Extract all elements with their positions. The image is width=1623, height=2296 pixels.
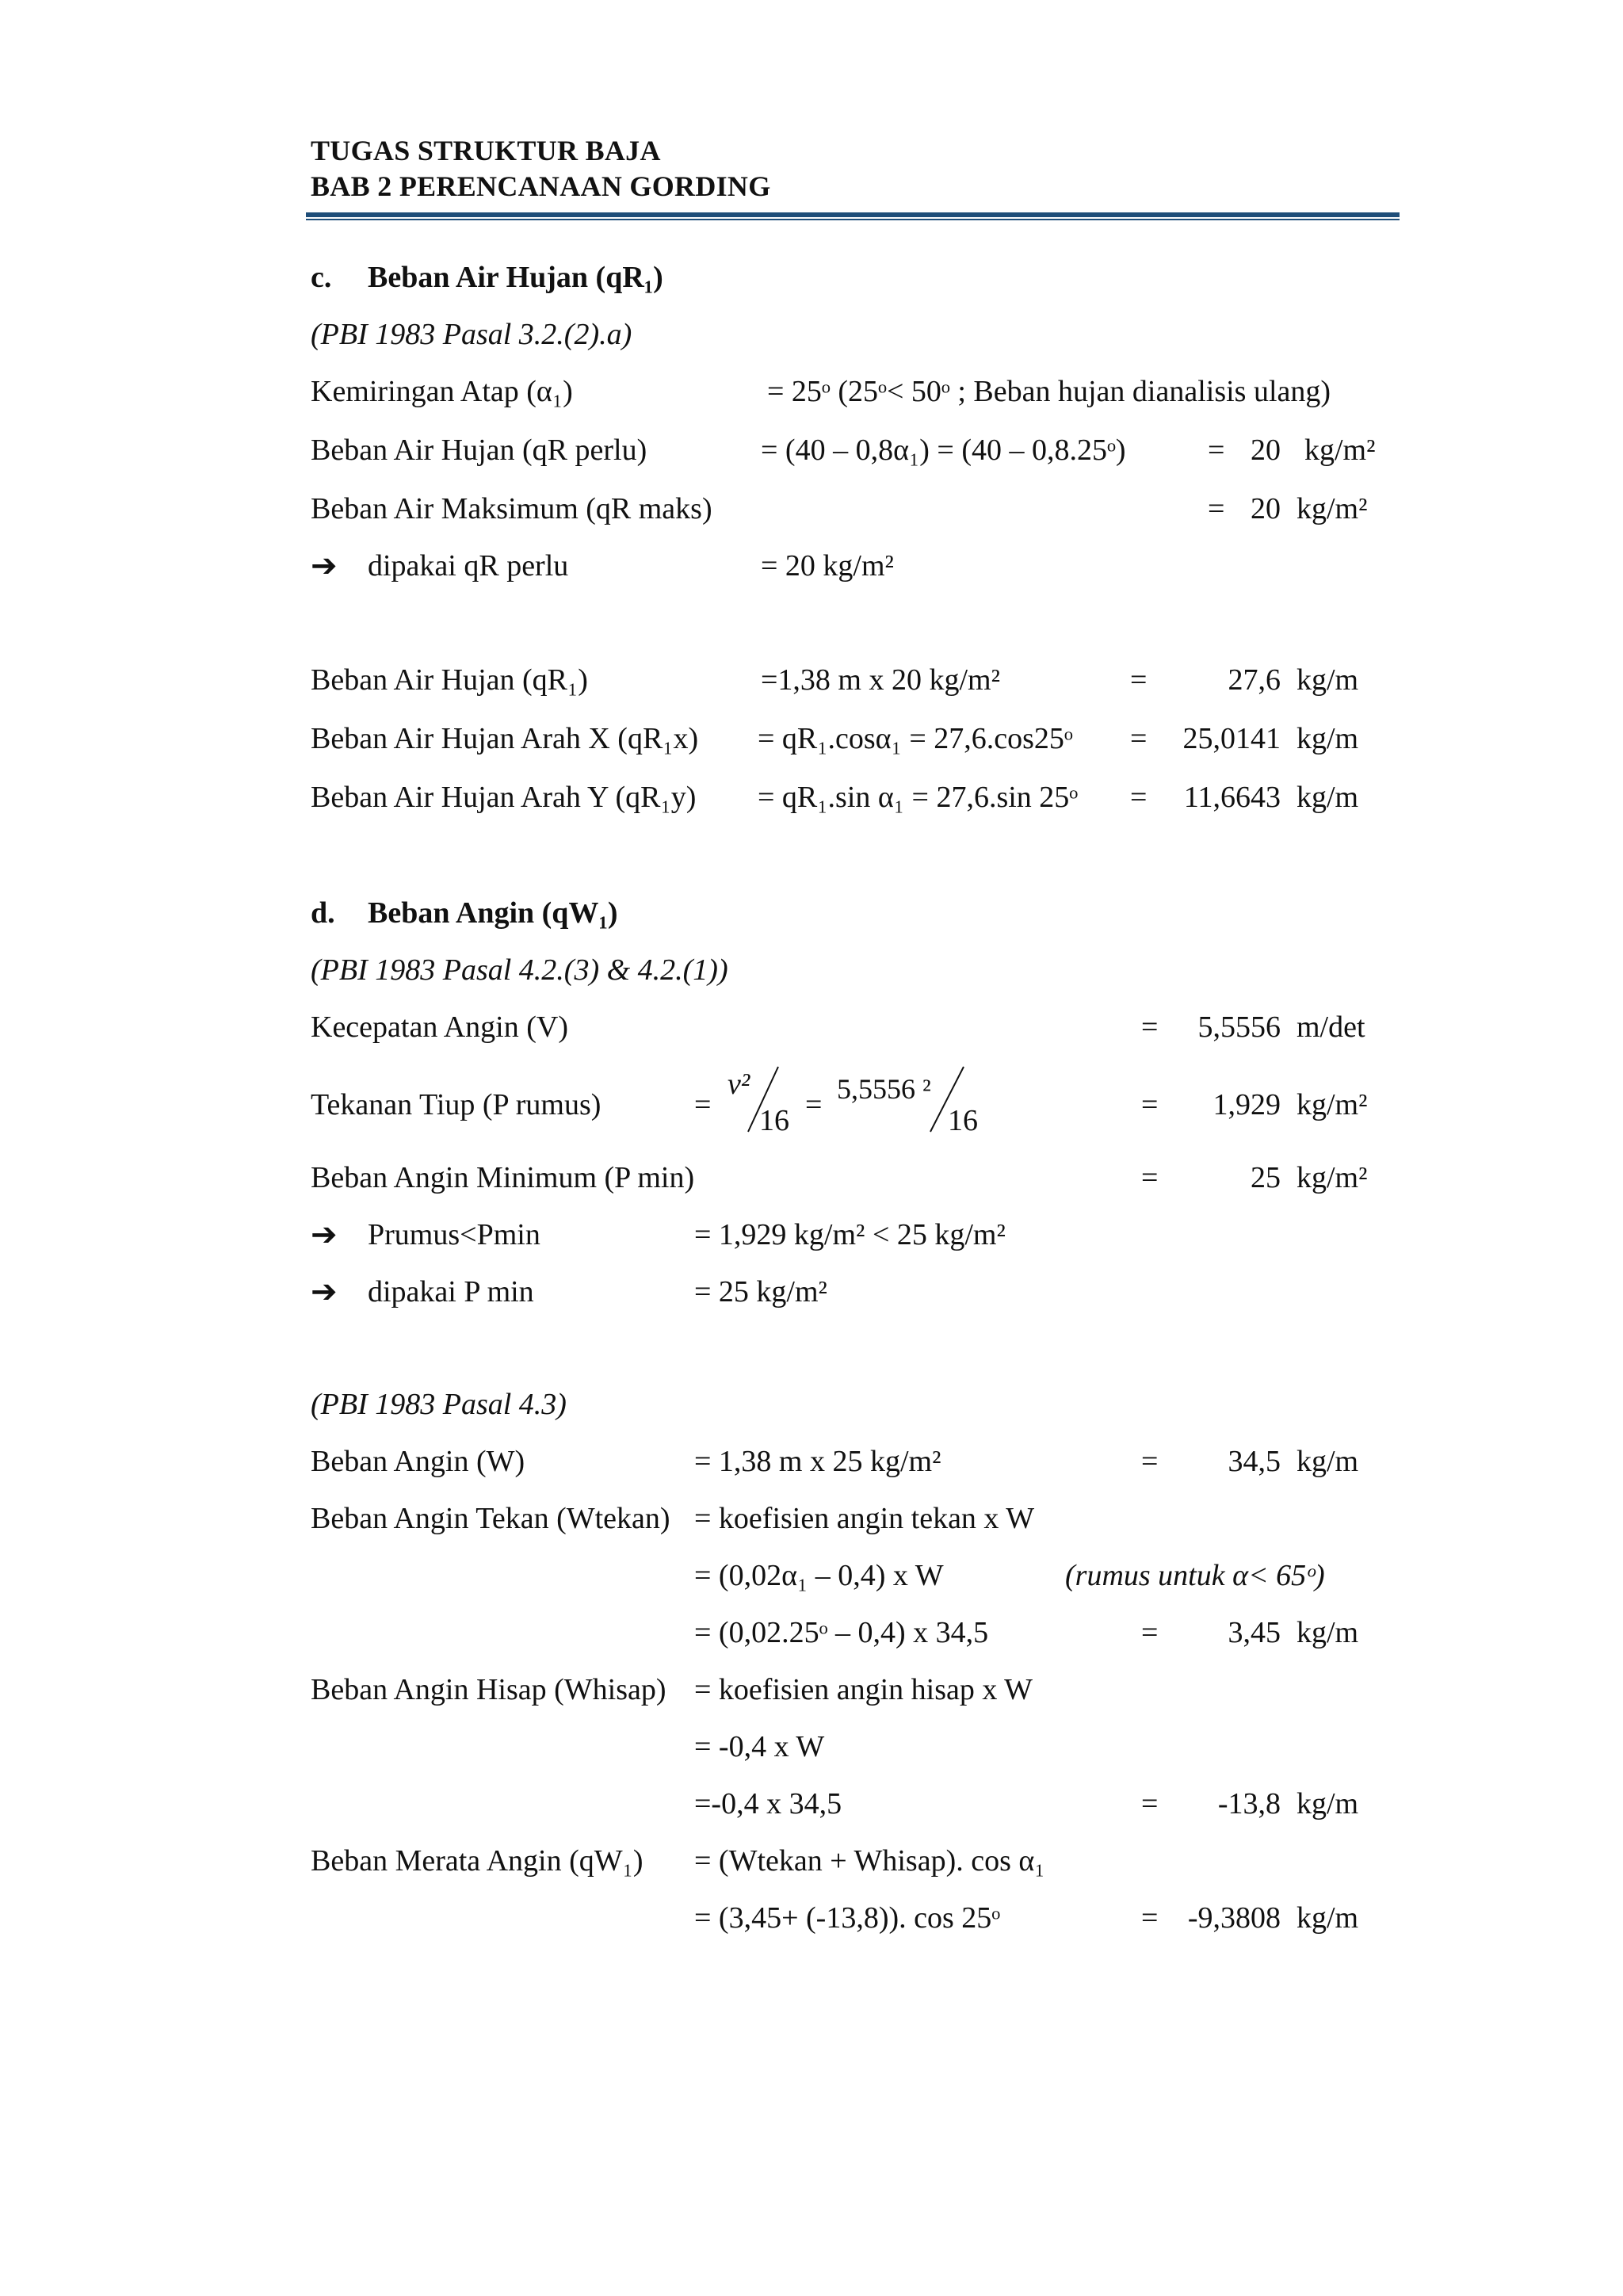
- section-d-label: d.: [311, 896, 335, 930]
- wind-load-formula: = 1,38 m x 25 kg/m²: [694, 1445, 941, 1478]
- right-arrow-icon: ➔: [311, 1274, 338, 1309]
- pressure-compare-value: = 1,929 kg/m² < 25 kg/m²: [694, 1218, 1006, 1251]
- slope-value: = 25ᵒ (25ᵒ< 50ᵒ ; Beban hujan dianalisis ulang): [767, 375, 1331, 408]
- wind-suction-formula-3: =-0,4 x 34,5: [694, 1787, 842, 1820]
- rain-load-value: 27,6: [1228, 663, 1281, 697]
- rain-load-max-value: 20: [1251, 492, 1281, 525]
- fraction-numerator: 5,5556 ²: [837, 1073, 931, 1105]
- wind-press-load-label: Beban Angin Tekan (Wtekan): [311, 1502, 670, 1535]
- equals-sign: =: [1130, 781, 1148, 814]
- equals-sign: =: [1141, 1010, 1159, 1044]
- wind-press-formula-1: = koefisien angin tekan x W: [694, 1502, 1035, 1535]
- section-c-reference: (PBI 1983 Pasal 3.2.(2).a): [311, 318, 632, 351]
- rain-load-label: Beban Air Hujan (qR₁): [311, 663, 588, 697]
- rain-load-required-label: Beban Air Hujan (qR perlu): [311, 434, 647, 467]
- wind-load-label: Beban Angin (W): [311, 1445, 525, 1478]
- unit: kg/m²: [1296, 1088, 1368, 1121]
- used-pmin-label: dipakai P min: [368, 1275, 534, 1308]
- wind-pressure-label: Tekanan Tiup (P rumus): [311, 1088, 601, 1121]
- used-rain-load-label: dipakai qR perlu: [368, 549, 569, 583]
- equals-sign: =: [1141, 1445, 1159, 1478]
- header-title: TUGAS STRUKTUR BAJA: [311, 135, 661, 166]
- unit: kg/m: [1296, 1445, 1359, 1478]
- wind-speed-value: 5,5556: [1197, 1010, 1281, 1044]
- uniform-wind-value: -9,3808: [1187, 1901, 1281, 1935]
- header-rule-thin: [306, 219, 1400, 220]
- wind-suction-load-label: Beban Angin Hisap (Whisap): [311, 1673, 666, 1706]
- unit: kg/m²: [1296, 492, 1368, 525]
- fraction-numerator: v²: [727, 1068, 750, 1101]
- uniform-wind-load-label: Beban Merata Angin (qW₁): [311, 1844, 643, 1878]
- rain-load-y-formula: = qR₁.sin α₁ = 27,6.sin 25ᵒ: [758, 781, 1079, 814]
- wind-press-formula-3: = (0,02.25ᵒ – 0,4) x 34,5: [694, 1616, 989, 1649]
- rain-load-max-label: Beban Air Maksimum (qR maks): [311, 492, 712, 525]
- min-wind-load-label: Beban Angin Minimum (P min): [311, 1161, 695, 1194]
- rain-load-y-label: Beban Air Hujan Arah Y (qR₁y): [311, 781, 697, 814]
- unit: kg/m: [1296, 722, 1359, 755]
- fraction-slash: [927, 1064, 968, 1135]
- unit: m/det: [1296, 1010, 1365, 1044]
- rain-load-x-label: Beban Air Hujan Arah X (qR₁x): [311, 722, 699, 755]
- rain-load-formula: =1,38 m x 20 kg/m²: [761, 663, 1000, 697]
- uniform-wind-formula-1: = (Wtekan + Whisap). cos α₁: [694, 1844, 1045, 1878]
- uniform-wind-formula-2: = (3,45+ (-13,8)). cos 25ᵒ: [694, 1901, 1001, 1935]
- fraction-slash: [745, 1064, 785, 1135]
- unit: kg/m: [1296, 1616, 1359, 1649]
- section-c-title: Beban Air Hujan (qR₁): [368, 261, 663, 294]
- right-arrow-icon: ➔: [311, 548, 338, 583]
- right-arrow-icon: ➔: [311, 1217, 338, 1252]
- fraction-denominator: 16: [759, 1104, 789, 1137]
- equals-sign: =: [1130, 722, 1148, 755]
- rain-load-required-formula: = (40 – 0,8α₁) = (40 – 0,8.25ᵒ): [761, 434, 1126, 467]
- equals-sign: =: [1141, 1787, 1159, 1820]
- rain-load-y-value: 11,6643: [1183, 781, 1281, 814]
- wind-speed-label: Kecepatan Angin (V): [311, 1010, 568, 1044]
- used-pmin-value: = 25 kg/m²: [694, 1275, 827, 1308]
- wind-press-formula-2: = (0,02α₁ – 0,4) x W: [694, 1559, 944, 1592]
- wind-load-value: 34,5: [1228, 1445, 1281, 1478]
- equals-sign: =: [1130, 663, 1148, 697]
- equals-sign: =: [1141, 1161, 1159, 1194]
- wind-suction-value: -13,8: [1217, 1787, 1281, 1820]
- pressure-compare-label: Prumus<Pmin: [368, 1218, 540, 1251]
- wind-pressure-value: 1,929: [1212, 1088, 1281, 1121]
- used-rain-load-value: = 20 kg/m²: [761, 549, 894, 583]
- unit: kg/m²: [1296, 1161, 1368, 1194]
- rain-load-required-value: 20: [1251, 434, 1281, 467]
- equals-sign: =: [1141, 1616, 1159, 1649]
- slope-label: Kemiringan Atap (α₁): [311, 375, 573, 408]
- unit: kg/m: [1296, 663, 1359, 697]
- unit: kg/m: [1296, 781, 1359, 814]
- wind-press-value: 3,45: [1228, 1616, 1281, 1649]
- equals-sign: =: [1208, 492, 1225, 525]
- wind-suction-formula-1: = koefisien angin hisap x W: [694, 1673, 1033, 1706]
- section-d-title: Beban Angin (qW₁): [368, 896, 618, 930]
- wind-suction-formula-2: = -0,4 x W: [694, 1730, 825, 1763]
- unit: kg/m: [1296, 1901, 1359, 1935]
- min-wind-load-value: 25: [1251, 1161, 1281, 1194]
- section-c-label: c.: [311, 261, 332, 294]
- header-subtitle: BAB 2 PERENCANAAN GORDING: [311, 170, 771, 202]
- wind-reference: (PBI 1983 Pasal 4.3): [311, 1388, 567, 1421]
- rain-load-x-formula: = qR₁.cosα₁ = 27,6.cos25ᵒ: [758, 722, 1073, 755]
- equals-sign: =: [1208, 434, 1225, 467]
- section-d-reference: (PBI 1983 Pasal 4.2.(3) & 4.2.(1)): [311, 953, 728, 987]
- unit: kg/m: [1296, 1787, 1359, 1820]
- equals-sign: =: [805, 1088, 823, 1121]
- equals-sign: =: [1141, 1088, 1159, 1121]
- equals-sign: =: [1141, 1901, 1159, 1935]
- unit: kg/m²: [1304, 434, 1376, 467]
- wind-press-note: (rumus untuk α< 65ᵒ): [1065, 1559, 1325, 1592]
- rain-load-x-value: 25,0141: [1182, 722, 1281, 755]
- header-rule: [306, 212, 1400, 217]
- fraction-denominator: 16: [948, 1104, 978, 1137]
- equals-sign: =: [694, 1088, 712, 1121]
